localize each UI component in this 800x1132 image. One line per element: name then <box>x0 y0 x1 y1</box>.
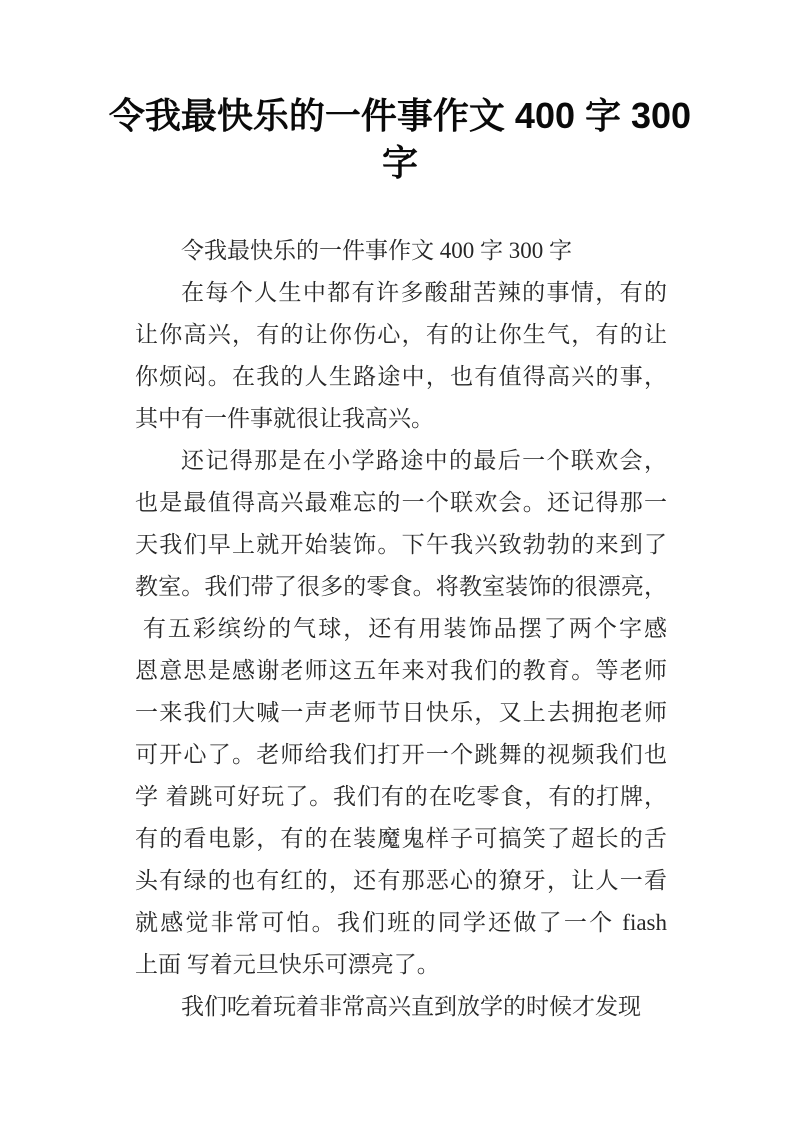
essay-line: 在每个人生中都有许多酸甜苦辣的事情，有的 <box>181 280 667 305</box>
essay-line: 让你高兴，有的让你伤心，有的让你生气，有的让 <box>135 322 667 347</box>
essay-line: 恩意思是感谢老师这五年来对我们的教育。等老师 <box>135 658 667 683</box>
essay-line: 一来我们大喊一声老师节日快乐，又上去拥抱老师 <box>135 700 667 725</box>
essay-line: 也是最值得高兴最难忘的一个联欢会。还记得那一 <box>135 490 667 515</box>
essay-line: 你烦闷。在我的人生路途中，也有值得高兴的事， <box>135 364 667 389</box>
essay-line: 上面 写着元旦快乐可漂亮了。 <box>135 952 440 977</box>
essay-line: 有的看电影，有的在装魔鬼样子可搞笑了超长的舌 <box>135 826 667 851</box>
essay-line: 头有绿的也有红的，还有那恶心的獠牙，让人一看 <box>135 868 667 893</box>
essay-line: 其中有一件事就很让我高兴。 <box>135 406 434 431</box>
essay-line: 可开心了。老师给我们打开一个跳舞的视频我们也 <box>135 742 667 767</box>
title-line: 令我最快乐的一件事作文 400 字 300 <box>108 95 692 136</box>
essay-title <box>0 92 800 186</box>
essay-line: 令我最快乐的一件事作文 400 字 300 字 <box>181 238 572 263</box>
essay-line: 学 着跳可好玩了。我们有的在吃零食，有的打牌， <box>135 784 667 809</box>
title-line: 字 <box>381 142 418 183</box>
essay-line: 有五彩缤纷的气球，还有用装饰品摆了两个字感 <box>135 616 668 641</box>
essay-line: 我们吃着玩着非常高兴直到放学的时候才发现 <box>181 994 641 1019</box>
essay-line: 还记得那是在小学路途中的最后一个联欢会， <box>181 448 667 473</box>
essay-line: 就感觉非常可怕。我们班的同学还做了一个 fiash <box>135 910 667 935</box>
essay-line: 教室。我们带了很多的零食。将教室装饰的很漂亮， <box>135 574 667 599</box>
essay-line: 天我们早上就开始装饰。下午我兴致勃勃的来到了 <box>135 532 667 557</box>
essay-body <box>135 230 667 1028</box>
